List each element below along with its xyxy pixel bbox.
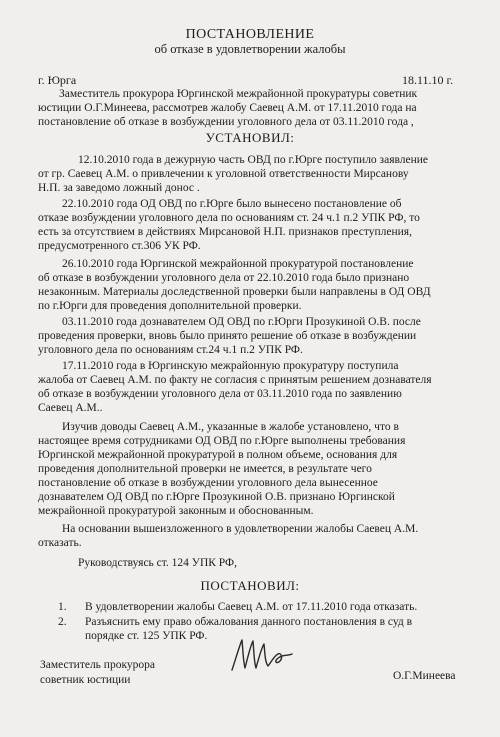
body-line: Руководствуясь ст. 124 УПК РФ, [78,557,237,569]
body-line: настоящее время сотрудниками ОД ОВД по г.Юрге выполнены требования [38,435,406,447]
body-line: от гр. Саевец А.М. о привлечении к уголовной ответственности Мирсанову [38,168,409,180]
body-line: 12.10.2010 года в дежурную часть ОВД по г.Юрге поступило заявление [78,154,429,166]
body-line: по г.Юрги для проведения дополнительной проверки. [38,300,302,312]
body-line: об отказе в возбуждении уголовного дела от 03.11.2010 года по заявлению [38,388,402,400]
body-line: межрайонной прокуратурой законным и обоснованным. [38,505,314,517]
body-line: Н.П. за заведомо ложный донос . [38,182,200,194]
body-line: На основании вышеизложенного в удовлетворении жалобы Саевец А.М. [62,523,419,535]
body-line: 03.11.2010 года дознавателем ОД ОВД по г.Юрги Прозукиной О.В. после [62,316,421,328]
document-date: 18.11.10 г. [402,73,454,87]
section-heading-ustanovil: УСТАНОВИЛ: [205,130,295,145]
body-line: есть за отсутствием в действиях Мирсановой Н.П. признаков преступления, [38,226,412,238]
body-line: дознавателем ОД ОВД по г.Юрге Прозукиной О.В. признано Юргинской [38,491,395,503]
body-line: Саевец А.М.. [38,402,103,414]
decision-text: В удовлетворении жалобы Саевец А.М. от 17.11.2010 года отказать. [85,601,418,613]
intro-line: постановление об отказе в возбуждении уголовного дела от 03.11.2010 года , [38,116,414,128]
document-city: г. Юрга [38,73,77,87]
section-heading-postanovil: ПОСТАНОВИЛ: [200,578,300,593]
decision-text: Разъяснить ему право обжалования данного постановления в суд в [85,616,413,628]
decision-text: порядке ст. 125 УПК РФ. [85,630,208,642]
body-line: Юргинской межрайонной прокуратурой в полном объеме, основания для [38,449,398,461]
decision-number: 1. [58,601,67,613]
body-line: незаконным. Материалы доследственной проверки были направлены в ОД ОВД [38,286,431,298]
body-line: 22.10.2010 года ОД ОВД по г.Юрге было вынесено постановление об [62,198,402,210]
signer-name: О.Г.Минеева [393,670,456,682]
document-subtitle: об отказе в удовлетворении жалобы [154,42,346,56]
signer-position: Заместитель прокурора [40,659,155,671]
body-line: жалоба от Саевец А.М. по факту не согласия с принятым решением дознавателя [38,374,432,386]
body-line: уголовного дела по основаниям ст.24 ч.1 п.2 УПК РФ. [38,344,303,356]
intro-line: Заместитель прокурора Юргинской межрайонной прокуратуры советник [59,88,418,100]
body-line: 26.10.2010 года Юргинской межрайонной прокуратурой постановление [62,258,414,270]
handwritten-signature [228,630,296,678]
body-line: отказе возбуждении уголовного дела по основаниям ст. 24 ч.1 п.2 УПК РФ, то [38,212,420,224]
body-line: проведения проверки, вновь было принято решение об отказе в возбуждении [38,330,417,342]
intro-line: юстиции О.Г.Минеева, рассмотрев жалобу Саевец А.М. от 17.11.2010 года на [38,102,417,114]
body-line: постановление об отказе в возбуждении уголовного дела вынесенное [38,477,378,489]
body-line: проведения дополнительной проверки не имеется, в результате чего [38,463,372,475]
body-line: отказать. [38,537,82,549]
body-line: 17.11.2010 года в Юргинскую межрайонную прокуратуру поступила [62,360,399,372]
body-line: предусмотренного ст.306 УК РФ. [38,240,201,252]
decision-number: 2. [58,616,67,628]
body-line: об отказе в возбуждении уголовного дела от 22.10.2010 года было признано [38,272,410,284]
signer-rank: советник юстиции [40,674,131,686]
document-title: ПОСТАНОВЛЕНИЕ [185,27,315,42]
body-line: Изучив доводы Саевец А.М., указанные в жалобе установлено, что в [62,421,399,433]
